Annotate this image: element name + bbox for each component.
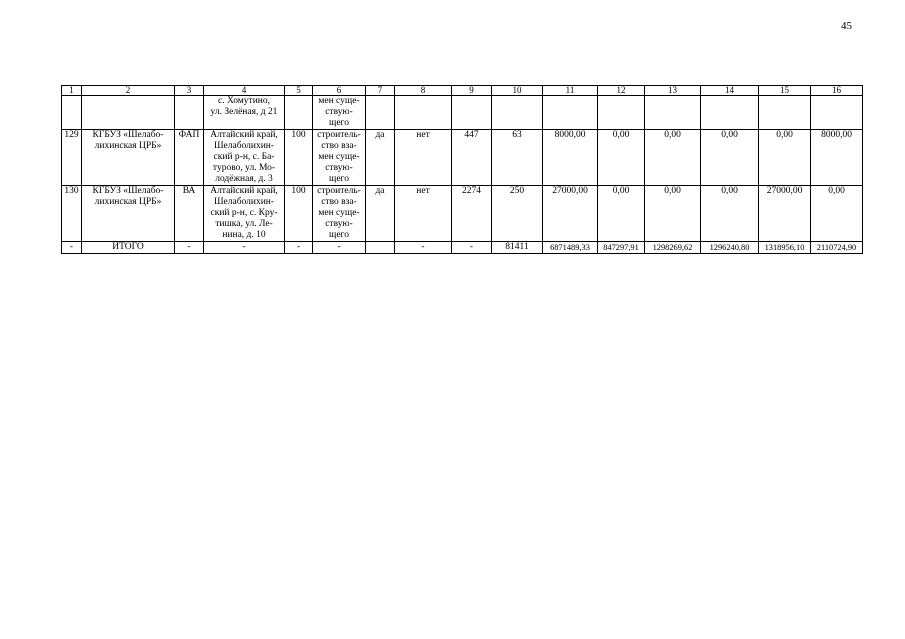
cell-col14: 0,00	[701, 186, 759, 242]
cell-col10	[492, 96, 543, 130]
total-row	[62, 242, 863, 254]
total-cell-col13: 1298269,62	[645, 242, 701, 254]
cell-col10: 63	[492, 130, 543, 186]
total-cell-col9: -	[452, 242, 492, 254]
total-cell-col3: -	[175, 242, 204, 254]
row-number-cell	[62, 96, 82, 130]
page-number: 45	[841, 20, 852, 32]
total-cell-col14: 1296240,80	[701, 242, 759, 254]
total-cell-col16: 2110724,90	[811, 242, 863, 254]
cell-col9	[452, 96, 492, 130]
facility-type-cell: ФАП	[175, 130, 204, 186]
column-header: 4	[204, 86, 285, 96]
column-header: 14	[701, 86, 759, 96]
total-cell-col12: 847297,91	[598, 242, 645, 254]
cell-col8: нет	[395, 130, 452, 186]
organization-cell	[82, 96, 175, 130]
cell-col8	[395, 96, 452, 130]
cell-col10: 250	[492, 186, 543, 242]
cell-col16: 0,00	[811, 186, 863, 242]
cell-col15	[759, 96, 811, 130]
table-row	[62, 186, 863, 242]
column-header: 9	[452, 86, 492, 96]
column-header: 3	[175, 86, 204, 96]
column-header: 15	[759, 86, 811, 96]
column-header: 11	[543, 86, 598, 96]
cell-col16	[811, 96, 863, 130]
total-cell-col1: -	[62, 242, 82, 254]
row-number-cell: 130	[62, 186, 82, 242]
header-row	[62, 86, 863, 96]
table-row	[62, 130, 863, 186]
percent-cell: 100	[285, 186, 313, 242]
column-header: 6	[313, 86, 366, 96]
total-cell-col6: -	[313, 242, 366, 254]
cell-col12	[598, 96, 645, 130]
total-cell-col7	[366, 242, 395, 254]
column-header: 10	[492, 86, 543, 96]
total-cell-col5: -	[285, 242, 313, 254]
column-header: 5	[285, 86, 313, 96]
address-cell: Алтайский край, Шелаболихин- ский р-н, с. Кру- тишка, ул. Ле- нина, д. 10	[204, 186, 285, 242]
column-header: 16	[811, 86, 863, 96]
cell-col13: 0,00	[645, 186, 701, 242]
cell-col15: 0,00	[759, 130, 811, 186]
cell-col9: 2274	[452, 186, 492, 242]
cell-col12: 0,00	[598, 130, 645, 186]
cell-col15: 27000,00	[759, 186, 811, 242]
address-cell: с. Хомутино, ул. Зелёная, д 21	[204, 96, 285, 130]
work-type-cell: строитель- ство вза- мен суще- ствую- щего	[313, 186, 366, 242]
percent-cell: 100	[285, 130, 313, 186]
column-header: 2	[82, 86, 175, 96]
total-label: ИТОГО	[82, 242, 175, 254]
address-cell: Алтайский край, Шелаболихин- ский р-н, с. Ба- турово, ул. Мо- лодёжная, д. 3	[204, 130, 285, 186]
total-cell-col10: 81411	[492, 242, 543, 254]
cell-col7: да	[366, 186, 395, 242]
cell-col14	[701, 96, 759, 130]
column-header: 13	[645, 86, 701, 96]
organization-cell: КГБУЗ «Шелабо- лихинская ЦРБ»	[82, 186, 175, 242]
cell-col13: 0,00	[645, 130, 701, 186]
cell-col13	[645, 96, 701, 130]
facility-type-cell: ВА	[175, 186, 204, 242]
total-cell-col15: 1318956,10	[759, 242, 811, 254]
cell-col12: 0,00	[598, 186, 645, 242]
work-type-cell: мен суще- ствую- щего	[313, 96, 366, 130]
column-header: 12	[598, 86, 645, 96]
cell-col9: 447	[452, 130, 492, 186]
column-header: 8	[395, 86, 452, 96]
column-header: 1	[62, 86, 82, 96]
cell-col7: да	[366, 130, 395, 186]
total-cell-col4: -	[204, 242, 285, 254]
cell-col8: нет	[395, 186, 452, 242]
organization-cell: КГБУЗ «Шелабо- лихинская ЦРБ»	[82, 130, 175, 186]
facility-type-cell	[175, 96, 204, 130]
total-cell-col11: 6871489,33	[543, 242, 598, 254]
cell-col11: 27000,00	[543, 186, 598, 242]
table-row-continuation	[62, 96, 863, 130]
column-header: 7	[366, 86, 395, 96]
total-cell-col8: -	[395, 242, 452, 254]
row-number-cell: 129	[62, 130, 82, 186]
percent-cell	[285, 96, 313, 130]
cell-col16: 8000,00	[811, 130, 863, 186]
work-type-cell: строитель- ство вза- мен суще- ствую- щего	[313, 130, 366, 186]
data-table	[61, 85, 863, 254]
cell-col11	[543, 96, 598, 130]
cell-col14: 0,00	[701, 130, 759, 186]
cell-col11: 8000,00	[543, 130, 598, 186]
cell-col7	[366, 96, 395, 130]
